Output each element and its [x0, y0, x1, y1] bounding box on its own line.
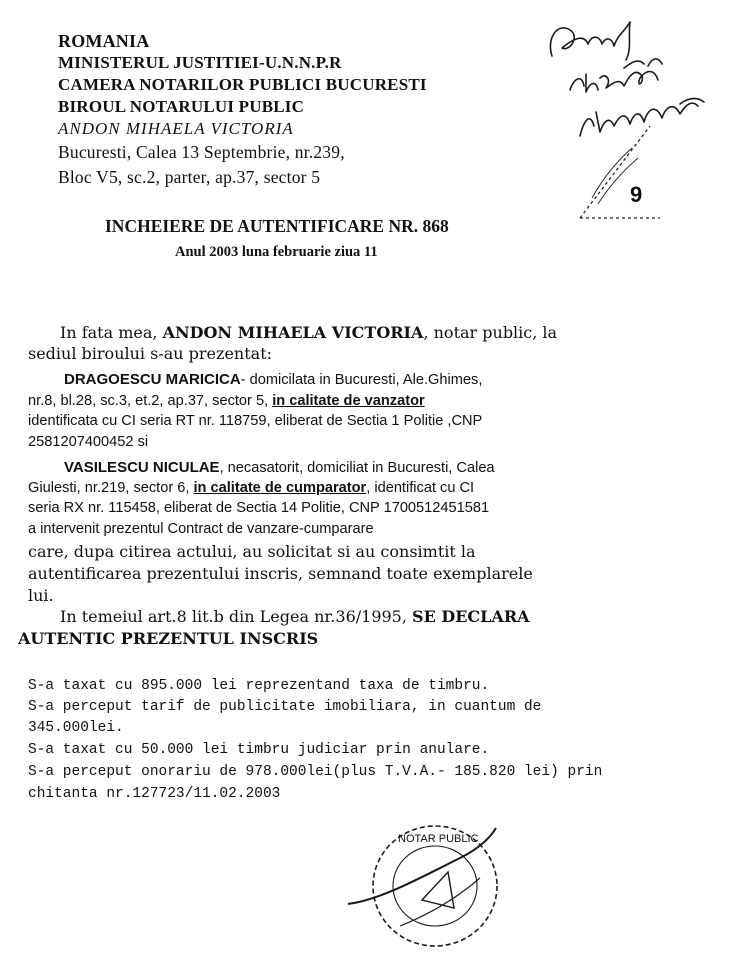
- seller-role: in calitate de vanzator: [272, 393, 425, 409]
- body-line-11: care, dupa citirea actului, au solicitat si au consimtit la: [28, 542, 476, 561]
- buyer-role: in calitate de cumparator: [193, 480, 367, 496]
- address-line-1: Bucuresti, Calea 13 Septembrie, nr.239,: [58, 142, 345, 162]
- document-title: INCHEIERE DE AUTENTIFICARE NR. 868: [105, 216, 449, 236]
- body-text: , necasatorit, domiciliat in Bucuresti, Calea: [219, 460, 495, 476]
- notary-name-italic: ANDON MIHAELA VICTORIA: [58, 119, 294, 138]
- office-line: BIROUL NOTARULUI PUBLIC: [58, 97, 305, 116]
- body-text: nr.8, bl.28, sc.3, et.2, ap.37, sector 5,: [28, 393, 273, 409]
- body-line-7: [64, 457, 495, 479]
- body-line-8: [28, 478, 474, 499]
- chamber-line: CAMERA NOTARILOR PUBLICI BUCURESTI: [58, 75, 427, 94]
- body-line-14: [60, 606, 530, 627]
- seal-text: NOTAR PUBLIC: [398, 833, 479, 845]
- header: [58, 30, 518, 190]
- notary-name: ANDON MIHAELA VICTORIA: [162, 323, 424, 342]
- fee-line-3: 345.000lei.: [28, 720, 124, 736]
- document-date: Anul 2003 luna februarie ziua 11: [175, 244, 378, 260]
- seller-name: DRAGOESCU MARICICA: [64, 371, 241, 388]
- body-line-1: [60, 322, 557, 343]
- body-line-15: AUTENTIC PREZENTUL INSCRIS: [18, 629, 319, 648]
- fee-line-6: chitanta nr.127723/11.02.2003: [28, 786, 281, 802]
- body-text: In fata mea,: [60, 323, 163, 342]
- body-text: , identificat cu CI: [366, 480, 475, 496]
- registry-stamp: [572, 118, 662, 226]
- buyer-name: VASILESCU NICULAE: [64, 459, 220, 476]
- body-text: Giulesti, nr.219, sector 6,: [28, 480, 194, 496]
- fee-line-4: S-a taxat cu 50.000 lei timbru judiciar prin anulare.: [28, 742, 490, 758]
- fee-line-2: S-a perceput tarif de publicitate imobiliara, in cuantum de: [28, 699, 542, 715]
- body-line-6: 2581207400452 si: [28, 434, 149, 450]
- country-line: ROMANIA: [58, 31, 150, 51]
- body-line-2: sediul biroului s-au prezentat:: [28, 344, 273, 363]
- body-line-12: autentificarea prezentului inscris, semnand toate exemplarele: [28, 564, 533, 583]
- declaration: SE DECLARA: [412, 607, 530, 626]
- body-text: In temeiul art.8 lit.b din Legea nr.36/1995,: [60, 607, 413, 626]
- body-line-9: seria RX nr. 115458, eliberat de Sectia 14 Politie, CNP 1700512451581: [28, 500, 490, 516]
- body-line-4: [28, 391, 425, 412]
- body-line-10: a intervenit prezentul Contract de vanzare-cumparare: [28, 521, 374, 537]
- fee-line-1: S-a taxat cu 895.000 lei reprezentand taxa de timbru.: [28, 678, 490, 694]
- body-line-13: lui.: [28, 586, 54, 605]
- fee-line-5: S-a perceput onorariu de 978.000lei(plus T.V.A.- 185.820 lei) prin: [28, 764, 603, 780]
- body-text: - domicilata in Bucuresti, Ale.Ghimes,: [240, 372, 483, 388]
- body-line-5: identificata cu CI seria RT nr. 118759, eliberat de Sectia 1 Politie ,CNP: [28, 413, 483, 429]
- stamp-number: 9: [630, 182, 643, 207]
- body-text: , notar public, la: [423, 323, 558, 342]
- ministry-line: MINISTERUL JUSTITIEI-U.N.N.P.R: [58, 53, 342, 72]
- address-line-2: Bloc V5, sc.2, parter, ap.37, sector 5: [58, 167, 321, 187]
- body-line-3: [64, 369, 482, 391]
- notary-seal: [340, 808, 520, 953]
